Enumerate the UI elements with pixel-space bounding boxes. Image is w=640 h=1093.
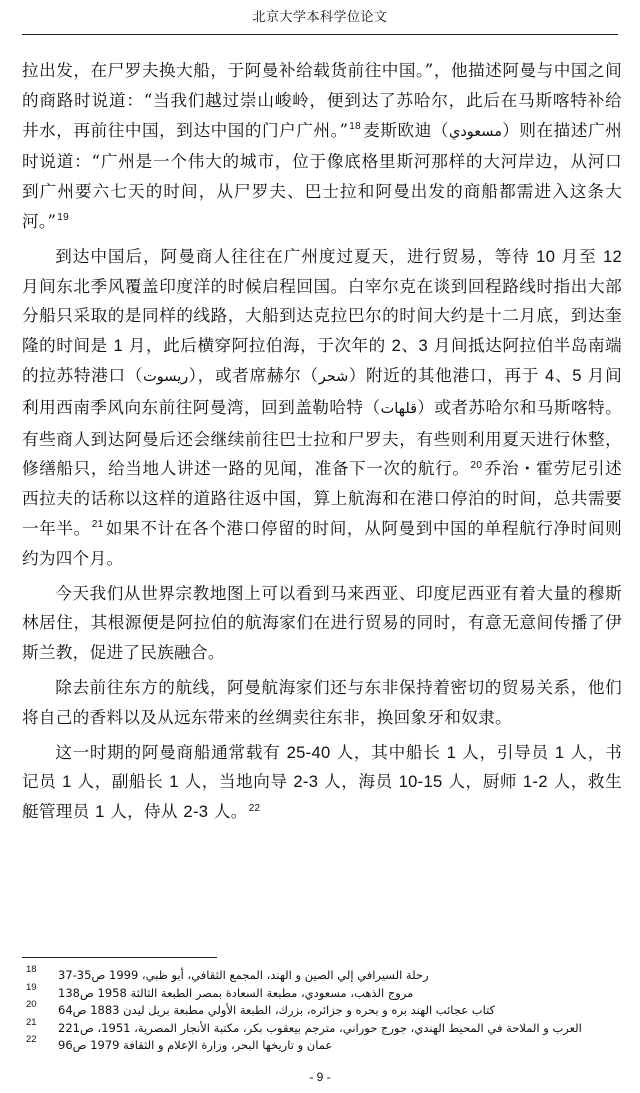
- text-run: 乔治・霍劳尼引述西拉夫的话称以这样的道路往返中国，算上航海和在港口停泊的时间，总共需要一年半。: [22, 459, 622, 538]
- number: 3: [418, 336, 428, 356]
- footnote: [22, 1034, 618, 1055]
- number: 10-15: [398, 772, 443, 792]
- text-run: 人，侍从: [104, 802, 184, 822]
- text-run: 拉出发，在尸罗夫换大船，于阿曼补给载货前往中国。”，他描述阿曼与中国之间的商路时说道：“当我们越过崇山峻岭，便到达了苏哈尔，此后在马斯喀特补给井水，再前往中国，到达中国的门户广州。”: [22, 61, 622, 140]
- footnote-ref: 18: [349, 121, 361, 133]
- number: 1: [169, 772, 179, 792]
- footnotes: [22, 964, 618, 1055]
- footnote-text: كتاب عجائب الهند بره و بحره و جزائره، بزرك، الطبعة الأولي مطبعة بريل ليدن 1883 ص64: [58, 1003, 496, 1017]
- number: 1: [62, 772, 72, 792]
- text-run: 月，此后横穿阿拉伯海，于次年的: [123, 336, 392, 356]
- text-run: 麦斯欧迪（: [363, 120, 449, 140]
- footnote-ref: 19: [57, 212, 70, 224]
- footnote-number: 19: [26, 981, 37, 993]
- paragraph: [22, 738, 622, 827]
- paragraph: [22, 673, 622, 733]
- number: 12: [602, 246, 622, 266]
- running-header: [22, 8, 618, 35]
- text-run: 这一时期的阿曼商船通常载有: [55, 742, 287, 762]
- number: 2-3: [183, 802, 209, 822]
- footnote-text: العرب و الملاحة في المحيط الهندي، جورج حوراني، مترجم بيعقوب بكر، مكتبة الأنجار المصرية، 1951، ص221: [58, 1020, 582, 1035]
- arabic-term: ريسوت: [143, 368, 189, 385]
- number: 10: [536, 246, 556, 266]
- footnote: [22, 964, 618, 985]
- text-run: 如果不计在各个港口停留的时间，从阿曼到中国的单程航行净时间则约为四个月。: [22, 518, 622, 568]
- footnote-text: رحلة السيرافي إلي الصين و الهند، المجمع الثقافي، أبو ظبي، 1999 ص35-37: [58, 968, 429, 982]
- text-run: ），或者席赫尔（: [188, 365, 319, 385]
- arabic-term: قلهات: [380, 400, 418, 417]
- text-run: 月间利用西南季风向东前往阿曼湾，回到盖勒哈特（: [22, 365, 622, 417]
- paragraph: [22, 56, 622, 237]
- text-run: 月间抵达阿拉伯半岛南端的拉苏特港口（: [22, 336, 622, 385]
- text-run: 除去前往东方的航线，阿曼航海家们还与东非保持着密切的贸易关系，他们将自己的香料以及从远东带来的丝绸卖往东非，换回象牙和奴隶。: [22, 677, 622, 727]
- footnote-text: مروج الذهب، مسعودي، مطبعة السعادة بمصر الطبعة الثالثة 1958 ص138: [58, 985, 414, 1000]
- number: 25-40: [286, 742, 331, 762]
- header-title: 北京大学本科学位论文: [252, 10, 388, 25]
- text-run: 人，救生艇管理员: [22, 772, 622, 822]
- footnote: [22, 981, 618, 1003]
- footnote-ref: 20: [470, 459, 483, 471]
- text-run: 月间东北季风覆盖印度洋的时候启程回国。白宰尔克在谈到回程路线时指出大部分船只采取的是同样的线路，大船到达克拉巴尔的时间大约是十二月底，到达奎隆的时间是: [22, 276, 622, 356]
- text-run: ）则在描述广州时说道：“广州是一个伟大的城市，位于像底格里斯河那样的大河岸边，从河口到广州要六七天的时间，从尸罗夫、巴士拉和阿曼出发的商船都需进入这条大河。”: [22, 120, 623, 231]
- number: 2: [391, 336, 402, 356]
- footnote-number: 22: [26, 1034, 37, 1045]
- number: 5: [572, 365, 582, 385]
- number: 1: [554, 742, 565, 762]
- body-text: [22, 56, 622, 832]
- footnote-number: 18: [26, 964, 37, 975]
- text-run: ）附近的其他港口，再于: [348, 365, 546, 385]
- arabic-term: شحر: [318, 368, 349, 385]
- number: 1: [95, 802, 105, 822]
- number: 1: [446, 742, 457, 762]
- text-run: 人，书记员: [22, 742, 622, 792]
- paragraph: [22, 579, 622, 668]
- arabic-term: مسعودي: [448, 123, 502, 140]
- text-run: 人，海员: [318, 772, 399, 792]
- text-run: 人，引导员: [456, 742, 555, 762]
- number: 1-2: [522, 772, 548, 792]
- text-run: 、: [554, 365, 573, 385]
- footnote: [22, 999, 618, 1020]
- text-run: 、: [401, 336, 419, 356]
- text-run: 今天我们从世界宗教地图上可以看到马来西亚、印度尼西亚有着大量的穆斯林居住，其根源便是阿拉伯的航海家们在进行贸易的同时，有意无意间传播了伊斯兰教，促进了民族融合。: [22, 583, 622, 663]
- footnote-number: 21: [26, 1016, 37, 1028]
- text-run: 人，当地向导: [178, 772, 294, 792]
- text-run: 到达中国后，阿曼商人往往在广州度过夏天，进行贸易，等待: [55, 246, 537, 266]
- number: 2-3: [293, 772, 319, 792]
- text-run: 人，厨师: [442, 772, 523, 792]
- footnote: [22, 1016, 618, 1038]
- footnote-divider: [22, 957, 217, 958]
- page-number: - 9 -: [309, 1070, 331, 1084]
- footnote-ref: 21: [91, 519, 104, 531]
- text-run: 人，其中船长: [330, 742, 447, 762]
- footnote-text: عمان و تاريخها البحر، وزارة الإعلام و الثقافة 1979 ص96: [58, 1038, 333, 1052]
- text-run: 人，副船长: [71, 772, 170, 792]
- text-run: 月至: [555, 246, 603, 266]
- paragraph: [22, 242, 622, 574]
- footnote-ref: 22: [248, 802, 261, 814]
- text-run: ）或者苏哈尔和马斯喀特。有些商人到达阿曼后还会继续前往巴士拉和尸罗夫，有些则利用夏天进行休整，修缮船只，给当地人讲述一路的见闻，准备下一次的航行。: [22, 397, 622, 479]
- footnote-number: 20: [26, 999, 37, 1010]
- number: 4: [545, 365, 555, 385]
- text-run: 人。: [208, 802, 248, 822]
- number: 1: [113, 336, 123, 356]
